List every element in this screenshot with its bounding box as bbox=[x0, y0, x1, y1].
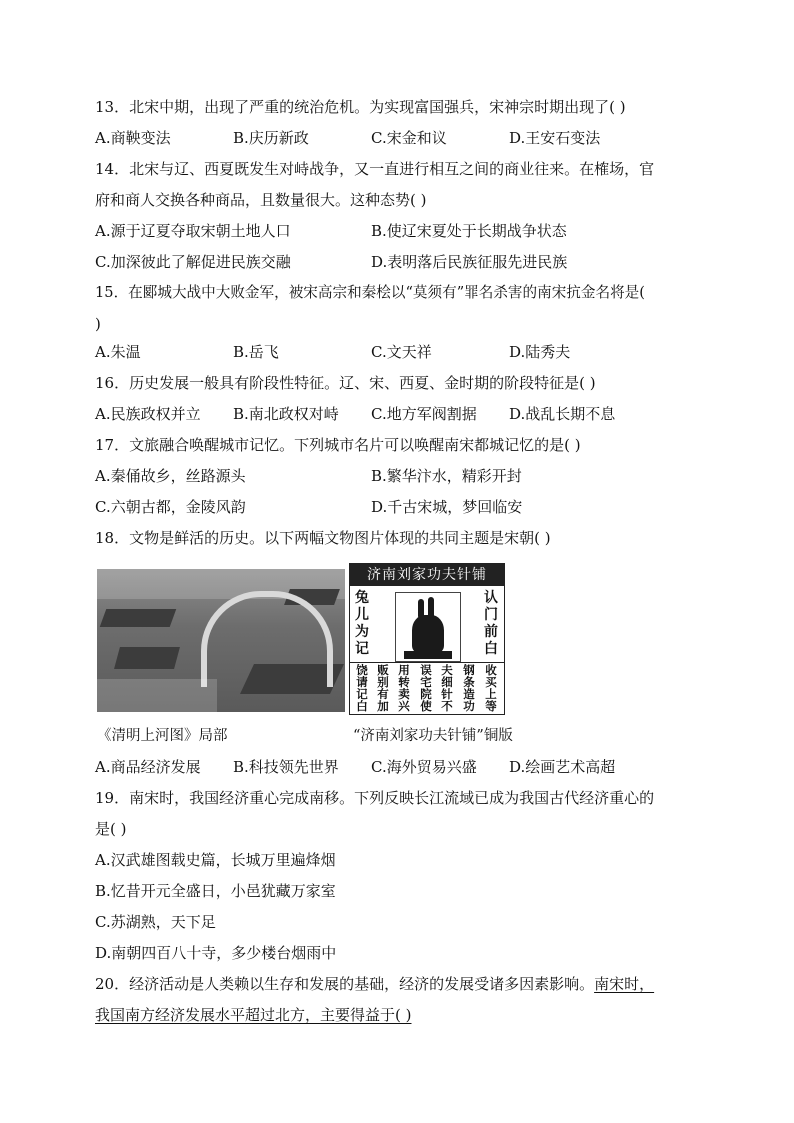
plate-bottom-col-7: 饶请记白 bbox=[356, 663, 368, 713]
q19-option-b: B.忆昔开元全盛日，小邑犹藏万家室 bbox=[95, 882, 336, 900]
rabbit-mark-icon bbox=[395, 592, 461, 662]
question-19-stem-line2: 是( ) bbox=[95, 820, 127, 838]
question-15-stem-line1: 15．在郾城大战中大败金军，被宋高宗和秦桧以“莫须有”罪名杀害的南宋抗金名将是( bbox=[95, 284, 645, 301]
question-20-stem-line1 bbox=[95, 974, 654, 994]
plate-bottom-col-6: 贩别有加 bbox=[377, 663, 389, 713]
q13-option-b: B.庆历新政 bbox=[233, 129, 309, 147]
q14-option-b: B.使辽宋夏处于长期战争状态 bbox=[371, 222, 567, 240]
q19-option-d: D.南朝四百八十寺，多少楼台烟雨中 bbox=[95, 944, 337, 962]
q15-option-a: A.朱温 bbox=[95, 343, 141, 361]
question-19-stem-line1: 19．南宋时，我国经济重心完成南移。下列反映长江流域已成为我国古代经济重心的 bbox=[95, 789, 655, 807]
q19-option-a: A.汉武雄图载史篇，长城万里遍烽烟 bbox=[95, 851, 336, 869]
question-14-stem-line1: 14．北宋与辽、西夏既发生对峙战争，又一直进行相互之间的商业往来。在榷场，官 bbox=[95, 160, 655, 178]
question-20-stem-line2: 我国南方经济发展水平超过北方，主要得益于( ) bbox=[95, 1006, 412, 1024]
plate-left-col: 认门前白 bbox=[484, 590, 498, 657]
q15-option-b: B.岳飞 bbox=[233, 343, 279, 361]
q15-option-d: D.陆秀夫 bbox=[509, 343, 571, 361]
q18-option-d: D.绘画艺术高超 bbox=[509, 758, 616, 776]
plate-bottom-col-1: 收买上等 bbox=[485, 663, 497, 713]
q18-option-a: A.商品经济发展 bbox=[95, 758, 201, 776]
q13-option-d: D.王安石变法 bbox=[509, 129, 601, 147]
caption-qingming: 《清明上河图》局部 bbox=[97, 728, 228, 744]
q17-option-a: A.秦俑故乡，丝路源头 bbox=[95, 467, 246, 485]
q18-option-b: B.科技领先世界 bbox=[233, 758, 339, 776]
plate-right-col: 兔儿为记 bbox=[355, 590, 369, 657]
plate-banner: 济南刘家功夫针铺 bbox=[350, 564, 504, 586]
q15-option-c: C.文天祥 bbox=[371, 343, 432, 361]
qingming-painting-image bbox=[97, 569, 345, 712]
q14-option-d: D.表明落后民族征服先进民族 bbox=[371, 253, 568, 271]
question-18-stem: 18．文物是鲜活的历史。以下两幅文物图片体现的共同主题是宋朝( ) bbox=[95, 529, 551, 547]
question-16-stem: 16．历史发展一般具有阶段性特征。辽、宋、西夏、金时期的阶段特征是( ) bbox=[95, 374, 596, 392]
question-14-stem-line2: 府和商人交换各种商品，且数量很大。这种态势( ) bbox=[95, 191, 427, 209]
plate-bottom-col-5: 用转卖兴 bbox=[398, 663, 410, 713]
q20-stem-underlined: 南宋时， bbox=[594, 975, 655, 993]
q16-option-b: B.南北政权对峙 bbox=[233, 405, 339, 423]
q16-option-d: D.战乱长期不息 bbox=[509, 405, 616, 423]
q17-option-c: C.六朝古都，金陵风韵 bbox=[95, 498, 246, 516]
q14-option-a: A.源于辽夏夺取宋朝土地人口 bbox=[95, 222, 291, 240]
q16-option-c: C.地方军阀割据 bbox=[371, 405, 477, 423]
question-13-stem: 13．北宋中期，出现了严重的统治危机。为实现富国强兵，宋神宗时期出现了( ) bbox=[95, 98, 626, 116]
q20-stem-text: 20．经济活动是人类赖以生存和发展的基础，经济的发展受诸多因素影响。 bbox=[95, 975, 595, 993]
question-15-stem-line2: ) bbox=[95, 315, 101, 333]
q14-option-c: C.加深彼此了解促进民族交融 bbox=[95, 253, 291, 271]
caption-needle-plate: “济南刘家功夫针铺”铜版 bbox=[353, 728, 513, 744]
q17-option-d: D.千古宋城，梦回临安 bbox=[371, 498, 523, 516]
q17-option-b: B.繁华汴水，精彩开封 bbox=[371, 467, 522, 485]
plate-bottom-col-3: 夫细针不 bbox=[441, 663, 453, 713]
q18-option-c: C.海外贸易兴盛 bbox=[371, 758, 477, 776]
q19-option-c: C.苏湖熟，天下足 bbox=[95, 913, 216, 931]
q13-option-a: A.商鞅变法 bbox=[95, 129, 171, 147]
plate-bottom-col-2: 钢条造功 bbox=[463, 663, 475, 713]
needle-shop-plate-image bbox=[349, 563, 505, 715]
question-17-stem: 17．文旅融合唤醒城市记忆。下列城市名片可以唤醒南宋都城记忆的是( ) bbox=[95, 436, 581, 454]
q13-option-c: C.宋金和议 bbox=[371, 129, 447, 147]
q16-option-a: A.民族政权并立 bbox=[95, 405, 201, 423]
plate-bottom-col-4: 误宅院使 bbox=[420, 663, 432, 713]
